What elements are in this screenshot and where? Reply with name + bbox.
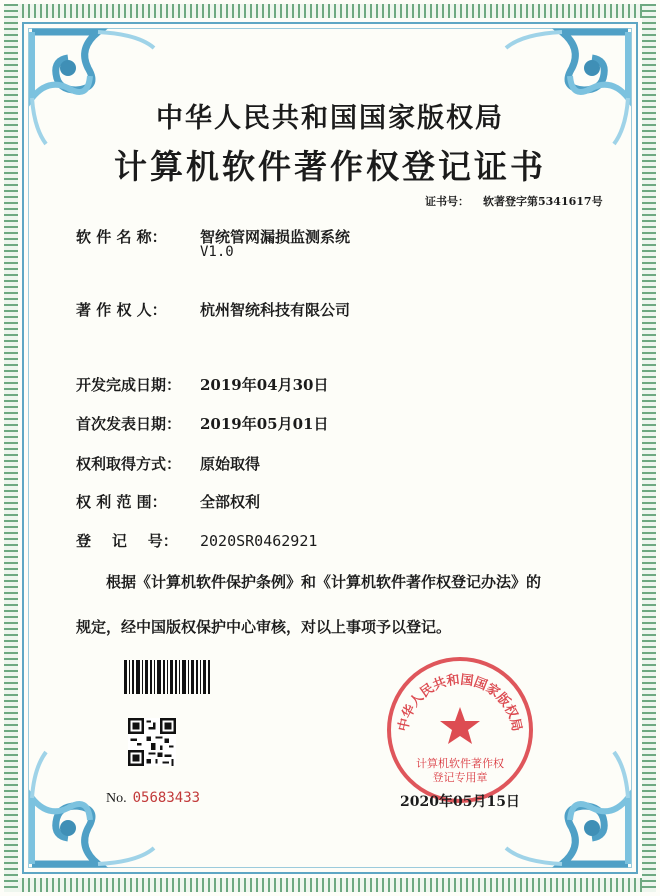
field-value: 2020SR0462921 (200, 532, 318, 550)
field-label: 登 记 号： (76, 532, 178, 550)
field-copyright-owner (76, 299, 350, 320)
serial-number (106, 790, 200, 807)
field-publish-date (76, 413, 329, 434)
field-value: 2019年05月01日 (200, 415, 329, 433)
qr-code-icon (128, 718, 176, 766)
issuer-title: 中华人民共和国国家版权局 (156, 103, 504, 134)
issue-date: 2020年05月15日 (400, 794, 520, 810)
field-value: 全部权利 (200, 493, 261, 511)
certificate-number-label: 证书号： (425, 195, 469, 208)
seal-line-2: 登记专用章 (432, 771, 488, 784)
seal-line-1: 计算机软件著作权 (416, 757, 504, 770)
certificate-number (425, 193, 603, 209)
border-pattern-bottom (4, 878, 656, 892)
border-pattern-left (4, 4, 18, 892)
field-software-name (76, 226, 351, 260)
field-label: 著 作 权 人： (76, 301, 167, 319)
field-value: 杭州智统科技有限公司 (200, 301, 351, 319)
field-value: 2019年04月30日 (200, 376, 329, 394)
seal-ring-text: 中华人民共和国国家版权局 (396, 672, 524, 733)
statement-line-1: 根据《计算机软件保护条例》和《计算机软件著作权登记办法》的 (106, 573, 542, 591)
serial-value: 05683433 (132, 790, 201, 806)
field-registration-number (76, 530, 317, 551)
corner-ornament-icon (28, 748, 158, 868)
barcode-icon (124, 660, 212, 694)
certificate-title: 计算机软件著作权登记证书 (114, 147, 546, 186)
field-completion-date (76, 374, 329, 395)
field-value: 智统管网漏损监测系统 (200, 228, 351, 246)
certificate-number-value: 软著登字第5341617号 (483, 195, 603, 208)
serial-prefix: No. (106, 791, 127, 806)
border-pattern-top (4, 4, 656, 18)
field-label: 权利取得方式： (76, 455, 182, 473)
field-acquisition-method (76, 453, 260, 474)
border-pattern-right (642, 4, 656, 892)
field-label: 开发完成日期： (76, 376, 182, 394)
field-value: 原始取得 (200, 455, 261, 473)
field-label: 软 件 名 称： (76, 228, 167, 246)
field-label: 首次发表日期： (76, 415, 182, 433)
official-seal-icon (385, 655, 535, 805)
statement-line-2: 规定，经中国版权保护中心审核，对以上事项予以登记。 (76, 618, 452, 636)
software-version: V1.0 (200, 244, 234, 260)
field-label: 权 利 范 围： (76, 493, 167, 511)
field-rights-scope (76, 491, 260, 512)
